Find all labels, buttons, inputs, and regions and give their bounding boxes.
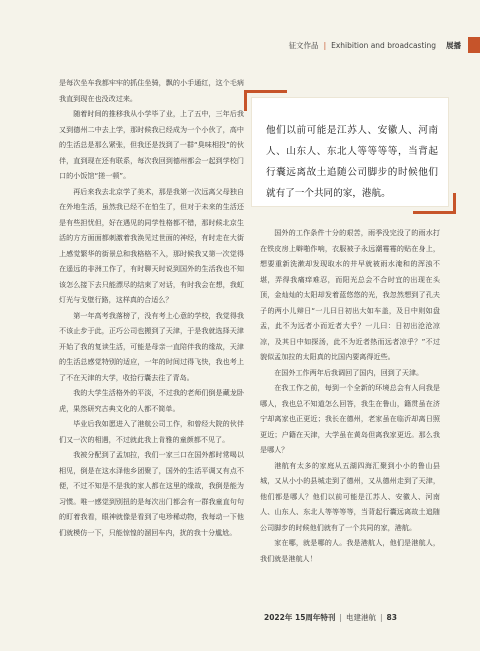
- paragraph: 港航有太多的家庭从五湖四海汇聚到小小的鲁山县城，又从小小的县城走到了德州，又从德州走到了天津，他们都是哪人？他们以前可能是江苏人、安徽人、河南人、山东人、东北人等等等等，当背起行囊远离故土追随公司脚步的时候他们就有了一个共同的家，港航。: [260, 460, 440, 532]
- paragraph: 随着时间的推移我从小学毕了业，上了五中，三年后我又到德州二中去上学，那时候我已经成为一个小伙了，高中的生活总是那么紧张，但我还是找到了一群“臭味相投”的伙伴，直到现在还有联系，每次我回到德州都会一起到学校门口的小饭馆“搓一顿”。: [59, 109, 244, 180]
- section-title-zh: 征文作品: [288, 40, 319, 50]
- pull-quote: [252, 98, 448, 206]
- page-footer: [264, 612, 397, 623]
- right-column: [260, 225, 440, 566]
- section-title-en: Exhibition and broadcasting: [331, 40, 436, 50]
- paragraph: 第一年高考我落榜了，没有考上心意的学校，我觉得我不该止步于此，正巧公司也搬到了天津，于是我就选择天津开始了我的复读生活，可能是母亲一直陪伴我的缘故，天津的生活总感觉特别的适应，一年的时间过得飞快，我也考上了不在天津的大学，收拾行囊去往了青岛。: [59, 310, 244, 382]
- quote-corner-top-left: [244, 90, 287, 111]
- pull-quote-text: 他们以前可能是江苏人、安徽人、河南人、山东人、东北人等等等等，当背起行囊远离故土追随公司脚步的时候他们就有了一个共同的家，港航。: [266, 125, 438, 199]
- page-header: [289, 37, 480, 53]
- accent-stripe: [468, 37, 480, 53]
- left-column: [59, 75, 244, 540]
- paragraph: 国外的工作条件十分的艰苦，雨季没完没了的雨水打在铁皮房上噼啪作响，衣服被子永远潮霉霉的贴在身上，想要重新洗漱却发现取水的井早就被雨水淹和的浑浊不堪，弄得我痛痒难忍，而阳光总会不合时宜的出现在头顶，金灿灿的太阳却发着蓝悠悠的光，我忽然想到了孔夫子的两小儿辩日“一儿曰日初出大如车盖，及日中则如盘盂，此不为远者小而近者大乎？一儿曰：日初出沧沧凉凉，及其日中如探汤，此不为近者热而远者凉乎？”不过貌似孟加拉的太阳真的比国内要离得近些。: [260, 228, 440, 361]
- paragraph: 是每次坐车我都牢牢的抓住坐骑，飘的小手通红，这个毛病我直到现在也没改过来。: [59, 78, 244, 103]
- paragraph: 我被分配到了孟加拉，我们一家三口在国外都时常喝以相见，倒是在这水泽他乡团聚了，国外的生活平调又有点不便，不过不知是不是我的家人都在这里的缘故，我倒是能为习惯。唯一感觉到别扭的是每次出门都会有一群我童直句句的盯着我看，眼神就像是看到了电珍稀动物，我每动一下他们就模仿一下，只能惊惶的溜回车内，扰的我十分尴尬。: [59, 450, 244, 537]
- category-label: 展播: [446, 40, 461, 50]
- paragraph: 在国外工作两年后我调回了国内，回到了天津。: [274, 367, 424, 377]
- paragraph: 在我工作之前，每到一个全新的环境总会有人问我是哪人，我也总不知道怎么回答，我生在鲁山，籍贯虽在济宁却离家也正更近；我长在德州，老家虽在临沂却离日照更近；户籍在天津，大学虽在黄岛但离我家更近。那么我是哪人？: [260, 383, 440, 454]
- footer-divider: |: [379, 613, 383, 622]
- footer-publication: 电建港航: [345, 613, 376, 622]
- footer-divider: |: [339, 613, 342, 622]
- paragraph: 再后来我去北京学了美术，那是我第一次远离父母独自在外地生活，虽然我已经不在怕生了，但对于未来的生活还是有些担忧但，好在遇见的同学性格都不错，那时候北京生活的方方面面都刺激着我涣见过世面的神经，有时走在大街上感觉繁华的街景总和我格格不入，那时候我又第一次觉得在遥远的非洲工作了，有时聊天时说到国外的生活我也不知该怎么接下去只能漂尽的结束了对话，有时我会在想，我虹灯光与戈壁行路，这样真的合适么？: [59, 186, 244, 304]
- header-divider: |: [323, 40, 327, 50]
- page-number: 83: [386, 613, 397, 622]
- paragraph: 毕业后我如愿进入了港航公司工作，和曾经大院的伙伴们又一次的相遇，不过就此我上肯雅的童颜都不见了。: [59, 419, 244, 444]
- paragraph: 我的大学生活格外的平淡，不过我的老师们倒是藏龙卧虎，果然研究古典文化的人都不简单。: [59, 388, 244, 413]
- paragraph: 家在哪，就是哪的人。我是港航人，他们是港航人，我们就是港航人！: [260, 538, 440, 563]
- footer-issue: 2022年 15周年特刊: [264, 613, 336, 622]
